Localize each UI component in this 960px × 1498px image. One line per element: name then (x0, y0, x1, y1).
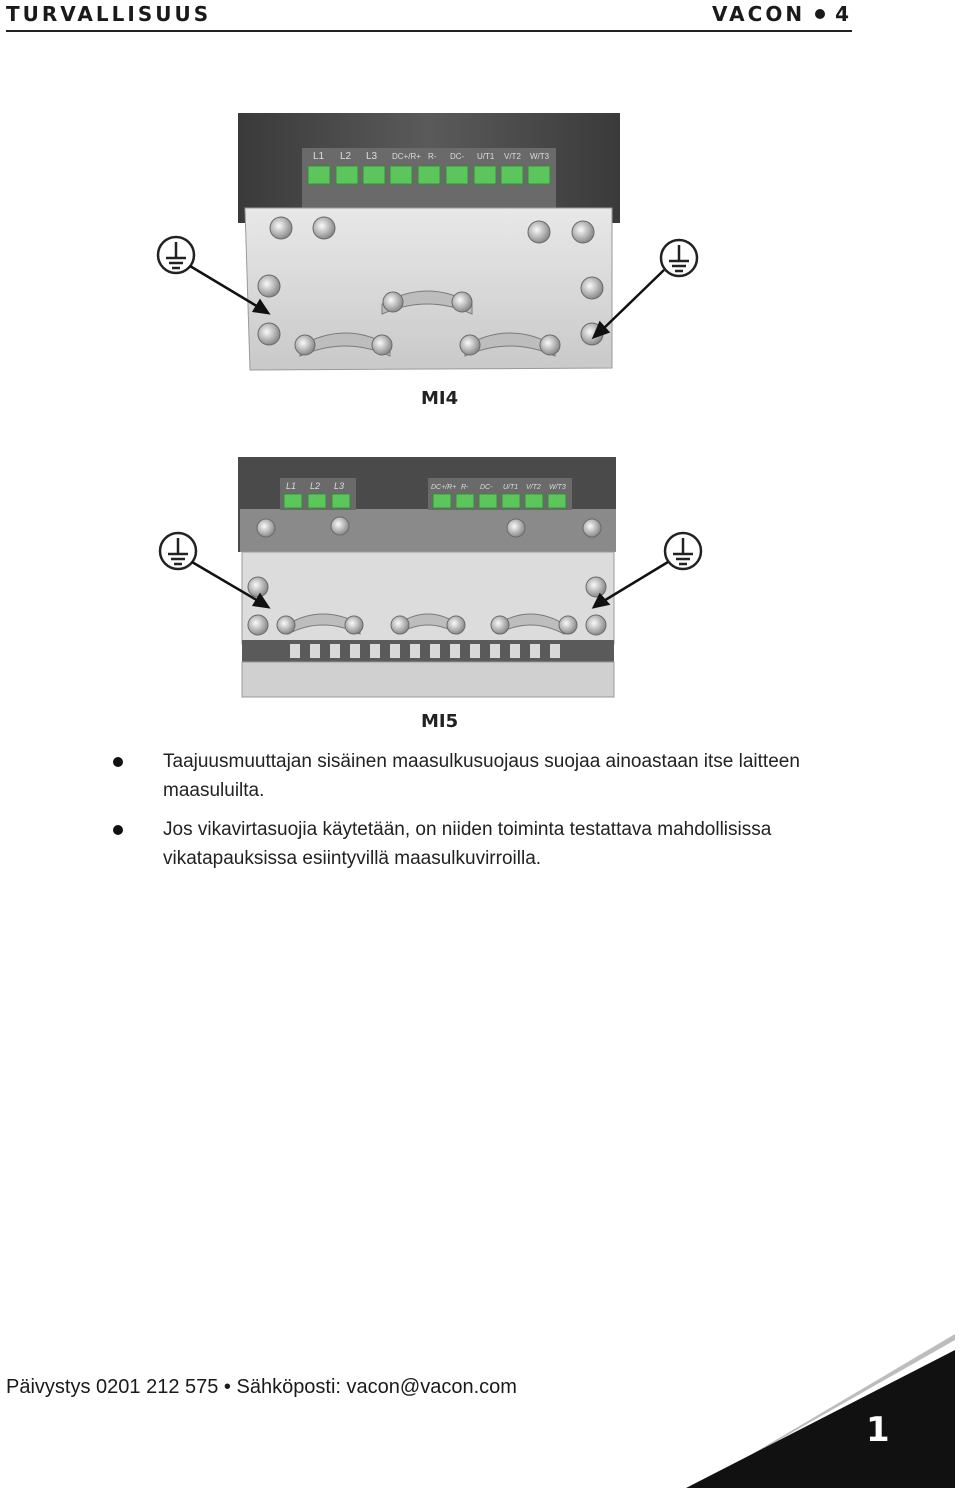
screw (586, 577, 606, 597)
ground-symbol-icon (158, 237, 194, 273)
header-brand-block (712, 2, 852, 26)
screw (572, 221, 594, 243)
brand-name: VACON (712, 2, 806, 26)
ground-symbol-icon (665, 533, 701, 569)
bullet-text: Taajuusmuuttajan sisäinen maasulkusuojaus suojaa ainoastaan itse laitteen maasuluilta. (163, 751, 800, 801)
screw (391, 616, 409, 634)
terminal-label: L2 (340, 151, 352, 162)
terminal-label: V/T2 (504, 152, 521, 161)
terminal-slot (310, 644, 320, 658)
terminal (336, 166, 358, 184)
page-header (6, 0, 852, 32)
screw (248, 615, 268, 635)
terminal (479, 494, 497, 508)
terminal-label: R- (428, 152, 437, 161)
bullet-text: Jos vikavirtasuojia käytetään, on niiden toiminta testattava mahdollisissa vikatapauksissa esiintyvillä maasulkuvirroilla. (163, 819, 772, 869)
terminal (308, 494, 326, 508)
terminal (525, 494, 543, 508)
screw (277, 616, 295, 634)
terminal (308, 166, 330, 184)
terminal (474, 166, 496, 184)
screw (452, 292, 472, 312)
terminal (456, 494, 474, 508)
terminal-slot (330, 644, 340, 658)
screw (559, 616, 577, 634)
terminal-slot (390, 644, 400, 658)
terminal-slot (410, 644, 420, 658)
bullet-icon (113, 757, 123, 767)
figure-label-mi5: MI5 (421, 711, 459, 732)
screw (313, 217, 335, 239)
terminal-label: L1 (313, 151, 325, 162)
screw (270, 217, 292, 239)
header-page-number: 4 (835, 2, 852, 26)
terminal (501, 166, 523, 184)
terminal (502, 494, 520, 508)
corner-graphic (680, 1330, 960, 1498)
screw (258, 275, 280, 297)
screw (383, 292, 403, 312)
screw (447, 616, 465, 634)
section-title: TURVALLISUUS (6, 2, 212, 26)
terminal-slot (490, 644, 500, 658)
terminal-slot (550, 644, 560, 658)
screw (540, 335, 560, 355)
terminal-label: L1 (286, 481, 297, 491)
figure-mi4 (150, 108, 710, 383)
terminal-slot (530, 644, 540, 658)
terminal-slot (290, 644, 300, 658)
screw (372, 335, 392, 355)
terminal-label: U/T1 (477, 152, 495, 161)
terminal-slot (470, 644, 480, 658)
screw (460, 335, 480, 355)
terminal (363, 166, 385, 184)
terminal (446, 166, 468, 184)
figure-label-mi4: MI4 (421, 388, 459, 409)
terminal-slot (510, 644, 520, 658)
bullet-separator (815, 9, 825, 19)
corner-page-number: 1 (866, 1410, 890, 1450)
ground-symbol-icon (661, 240, 697, 276)
screw (491, 616, 509, 634)
terminal-slot (350, 644, 360, 658)
list-item (110, 747, 830, 805)
screw (257, 519, 275, 537)
screw (581, 277, 603, 299)
terminal-label: W/T3 (530, 152, 550, 161)
housing-bottom (240, 509, 616, 552)
screw (528, 221, 550, 243)
terminal-label: DC+/R+ (392, 152, 421, 161)
terminal-label: U/T1 (503, 484, 519, 491)
terminal-label: L2 (310, 481, 321, 491)
terminal (548, 494, 566, 508)
terminal-slot (370, 644, 380, 658)
list-item (110, 815, 830, 873)
terminal-label: L3 (366, 151, 378, 162)
terminal-label: DC- (450, 152, 465, 161)
terminal-label: L3 (334, 481, 345, 491)
terminal (284, 494, 302, 508)
terminal (332, 494, 350, 508)
terminal-label: DC- (480, 484, 493, 491)
terminal (528, 166, 550, 184)
screw (295, 335, 315, 355)
terminal-label: R- (461, 484, 469, 491)
screw (345, 616, 363, 634)
screw (583, 519, 601, 537)
terminal (418, 166, 440, 184)
ground-symbol-icon (160, 533, 196, 569)
screw (258, 323, 280, 345)
safety-bullet-list (110, 747, 830, 883)
terminal-slot (450, 644, 460, 658)
figure-mi5 (150, 452, 710, 704)
bullet-icon (113, 825, 123, 835)
footer-contact: Päivystys 0201 212 575 • Sähköposti: vacon@vacon.com (6, 1376, 517, 1398)
mounting-plate (242, 662, 614, 697)
screw (586, 615, 606, 635)
screw (331, 517, 349, 535)
terminal-slot (430, 644, 440, 658)
corner-triangle (686, 1350, 955, 1488)
screw (248, 577, 268, 597)
terminal-label: W/T3 (549, 484, 566, 491)
screw (507, 519, 525, 537)
terminal (433, 494, 451, 508)
terminal-label: V/T2 (526, 484, 541, 491)
terminal (390, 166, 412, 184)
terminal-label: DC+/R+ (431, 484, 457, 491)
